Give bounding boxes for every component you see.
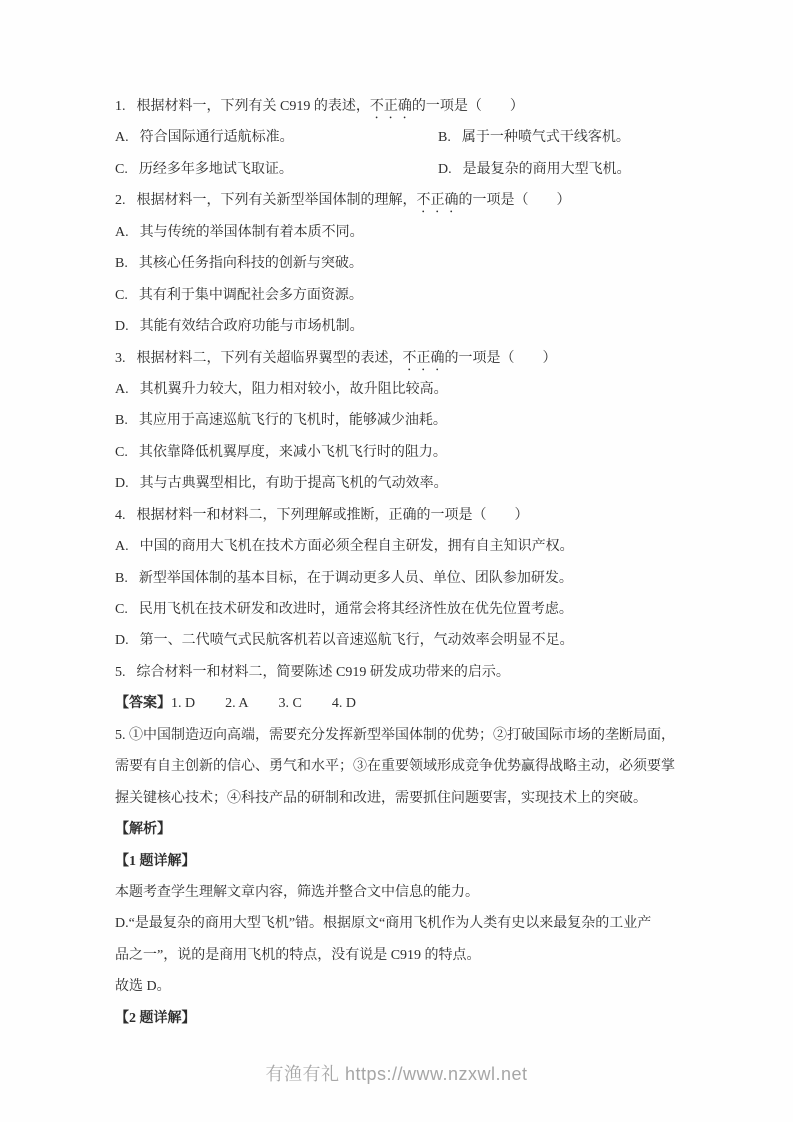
- option-text: 属于一种喷气式干线客机。: [461, 130, 630, 146]
- q2-option-d: [115, 311, 697, 342]
- detail-1-line-1: 本题考查学生理解文章内容，筛选并整合文中信息的能力。: [115, 884, 479, 900]
- option-a: [115, 122, 438, 153]
- option-text: 新型举国体制的基本目标，在于调动更多人员、单位、团队参加研发。: [138, 570, 573, 586]
- option-label: C.: [115, 161, 128, 177]
- option-b: [438, 122, 630, 153]
- option-text: 其核心任务指向科技的创新与突破。: [138, 256, 363, 272]
- answer-label: 【答案】: [115, 696, 171, 712]
- question-3: [115, 343, 697, 500]
- option-label: D.: [115, 319, 129, 335]
- option-label: A.: [115, 539, 129, 555]
- option-label: B.: [115, 570, 128, 586]
- q2-stem: [115, 185, 697, 216]
- question-number: 5.: [115, 664, 126, 680]
- answer-item-2: 2. A: [225, 696, 249, 712]
- option-label: C.: [115, 287, 128, 303]
- q5-stem: [115, 657, 697, 688]
- option-text: 其能有效结合政府功能与市场机制。: [139, 319, 364, 335]
- q4-option-b: [115, 563, 697, 594]
- option-label: B.: [115, 413, 128, 429]
- option-label: A.: [115, 381, 129, 397]
- question-number: 4.: [115, 507, 126, 523]
- q3-option-b: [115, 405, 697, 436]
- q4-option-a: [115, 531, 697, 562]
- option-text: 其依靠降低机翼厚度，来减小飞机飞行时的阻力。: [138, 444, 447, 460]
- option-text: 其有利于集中调配社会多方面资源。: [138, 287, 363, 303]
- analysis-section: [115, 814, 697, 1034]
- option-d: [438, 154, 631, 185]
- option-c: [115, 154, 438, 185]
- option-text: 其与古典翼型相比，有助于提高飞机的气动效率。: [139, 476, 448, 492]
- answer5-line-1: 5. ①中国制造迈向高端，需要充分发挥新型举国体制的优势；②打破国际市场的垄断局面，: [115, 727, 675, 743]
- option-label: A.: [115, 130, 129, 146]
- footer-watermark: 有渔有礼 https://www.nzxwl.net: [265, 1064, 528, 1084]
- option-label: D.: [115, 633, 129, 649]
- question-1: [115, 91, 697, 185]
- answer-line: [115, 688, 697, 719]
- q2-option-c: [115, 280, 697, 311]
- detail-1-line-4: 故选 D。: [115, 979, 171, 995]
- stem-text: 的一项是（ ）: [444, 350, 557, 366]
- answer-section: [115, 688, 697, 814]
- q3-option-c: [115, 437, 697, 468]
- detail-1-line-3: 品之一”，说的是商用飞机的特点，没有说是 C919 的特点。: [115, 947, 481, 963]
- stem-text: 根据材料二，下列有关超临界翼型的表述，: [136, 350, 403, 366]
- question-4: [115, 500, 697, 657]
- option-label: D.: [438, 161, 452, 177]
- emphasized-text: 不正确: [369, 99, 412, 114]
- option-label: D.: [115, 476, 129, 492]
- option-text: 第一、二代喷气式民航客机若以音速巡航飞行，气动效率会明显不足。: [139, 633, 574, 649]
- detail-1-line-2: D.“是最复杂的商用大型飞机”错。根据原文“商用飞机作为人类有史以来最复杂的工业产: [115, 916, 652, 932]
- document-content: [115, 91, 697, 1034]
- stem-text: 的一项是（ ）: [411, 99, 524, 114]
- stem-text: 根据材料一和材料二，下列理解或推断，正确的一项是（ ）: [136, 507, 529, 523]
- option-label: C.: [115, 602, 128, 617]
- question-number: 2.: [115, 193, 126, 209]
- option-label: B.: [115, 256, 128, 272]
- question-number: 3.: [115, 350, 126, 366]
- question-number: 1.: [115, 99, 126, 114]
- answer-item-4: 4. D: [331, 696, 356, 712]
- stem-text: 根据材料一，下列有关新型举国体制的理解，: [136, 193, 417, 209]
- option-text: 其机翼升力较大，阻力相对较小，故升阻比较高。: [139, 381, 448, 397]
- q3-option-d: [115, 468, 697, 499]
- option-text: 历经多年多地试飞取证。: [138, 161, 293, 177]
- emphasized-text: 不正确: [416, 193, 459, 209]
- q2-option-a: [115, 217, 697, 248]
- option-label: C.: [115, 444, 128, 460]
- detail-2-heading: 【2 题详解】: [115, 1010, 196, 1026]
- q2-option-b: [115, 248, 697, 279]
- question-5: [115, 657, 697, 688]
- answer5-line-3: 握关键核心技术；④科技产品的研制和改进，需要抓住问题要害，实现技术上的突破。: [115, 790, 647, 806]
- q4-option-d: [115, 625, 697, 656]
- option-label: A.: [115, 224, 129, 240]
- stem-text: 根据材料一，下列有关 C919 的表述，: [136, 99, 370, 114]
- answer5-line-2: 需要有自主创新的信心、勇气和水平；③在重要领域形成竞争优势赢得战略主动，必须要掌: [115, 759, 675, 775]
- emphasized-text: 不正确: [402, 350, 445, 366]
- q1-option-row-ab: [115, 122, 697, 153]
- q4-stem: [115, 500, 697, 531]
- q3-option-a: [115, 374, 697, 405]
- option-label: B.: [438, 130, 451, 146]
- option-text: 其与传统的举国体制有着本质不同。: [139, 224, 364, 240]
- q4-option-c: [115, 594, 697, 625]
- analysis-heading: 【解析】: [115, 822, 171, 838]
- q1-option-row-cd: [115, 154, 697, 185]
- stem-text: 综合材料一和材料二，简要陈述 C919 研发成功带来的启示。: [136, 664, 510, 680]
- q3-stem: [115, 343, 697, 374]
- option-text: 是最复杂的商用大型飞机。: [462, 161, 631, 177]
- stem-text: 的一项是（ ）: [458, 193, 571, 209]
- option-text: 符合国际通行适航标准。: [139, 130, 294, 146]
- option-text: 民用飞机在技术研发和改进时，通常会将其经济性放在优先位置考虑。: [138, 602, 573, 617]
- q1-stem: [115, 91, 697, 122]
- answer-item-1: 1. D: [171, 696, 196, 712]
- option-text: 中国的商用大飞机在技术方面必须全程自主研发，拥有自主知识产权。: [139, 539, 574, 555]
- question-2: [115, 185, 697, 342]
- detail-1-heading: 【1 题详解】: [115, 853, 196, 869]
- answer-item-3: 3. C: [278, 696, 302, 712]
- option-text: 其应用于高速巡航飞行的飞机时，能够减少油耗。: [138, 413, 447, 429]
